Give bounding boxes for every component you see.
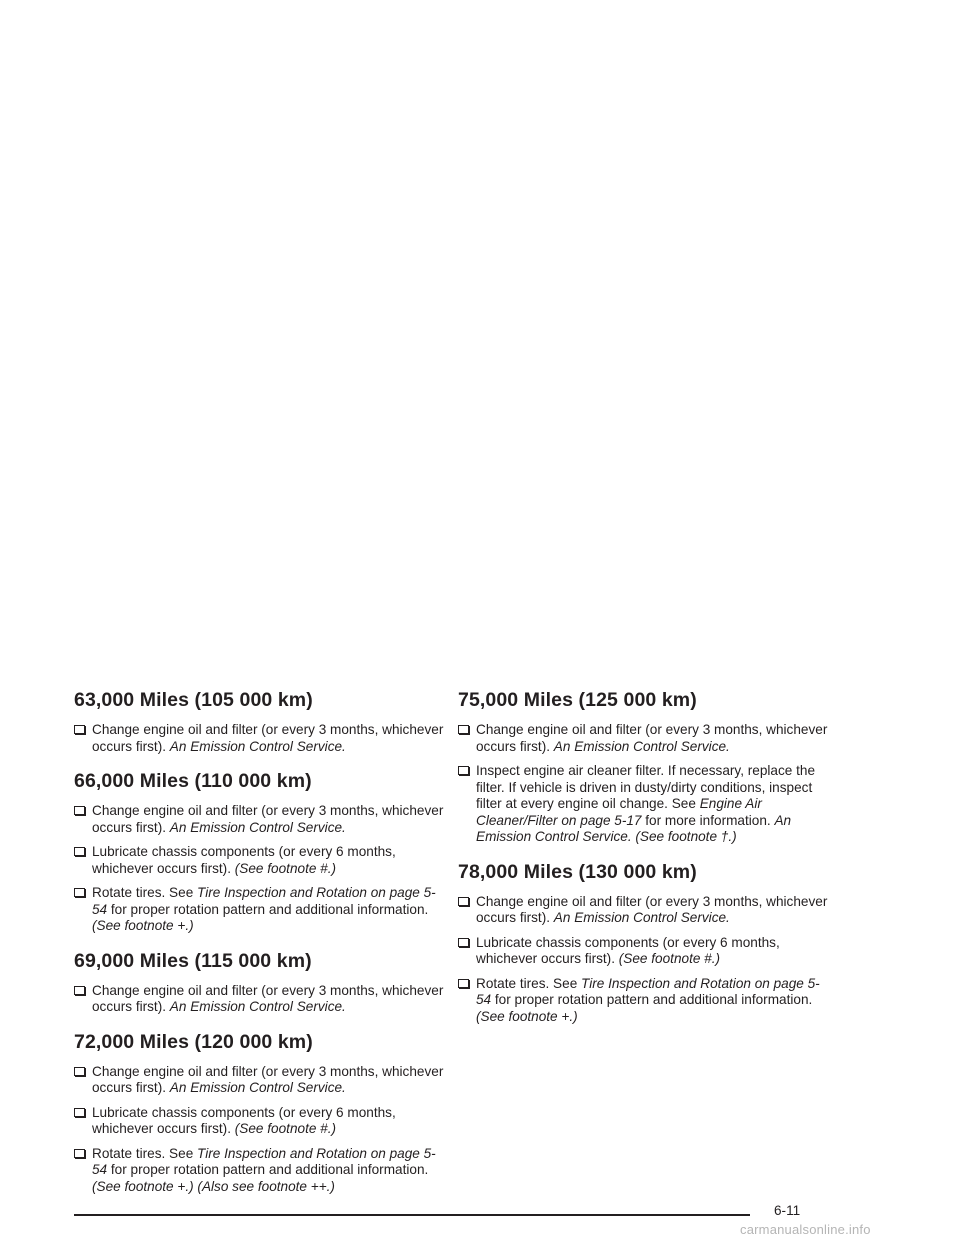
item-text: Rotate tires. See <box>92 885 198 900</box>
item-text: Change engine oil and filter (or every 3 months, whichever occurs first). <box>92 722 444 754</box>
item-text: Change engine oil and filter (or every 3 months, whichever occurs first). <box>476 722 828 754</box>
checklist-item-text <box>476 894 830 927</box>
item-text: Change engine oil and filter (or every 3 months, whichever occurs first). <box>92 1063 444 1095</box>
item-text: Change engine oil and filter (or every 3 months, whichever occurs first). <box>92 803 444 835</box>
reference-text: (See footnote +.) <box>92 918 194 933</box>
item-text: Change engine oil and filter (or every 3 months, whichever occurs first). <box>476 893 828 925</box>
maintenance-interval-section <box>74 949 446 1016</box>
item-text: Lubricate chassis components (or every 6 months, whichever occurs first). <box>92 844 396 876</box>
reference-text: Tire Inspection and Rotation on page 5-54 <box>92 1145 436 1177</box>
checklist-item <box>74 803 446 836</box>
interval-heading: 78,000 Miles (130 000 km) <box>458 860 697 883</box>
reference-text: (See footnote #.) <box>234 1121 337 1136</box>
checklist-item <box>74 722 446 755</box>
item-text: for more information. <box>641 812 775 828</box>
maintenance-interval-section <box>74 1030 446 1196</box>
checklist-item <box>458 935 830 968</box>
checklist-item-text <box>92 722 446 755</box>
reference-text: An Emission Control Service. <box>553 738 730 754</box>
item-text: Rotate tires. See <box>476 975 582 991</box>
checkbox-icon <box>74 847 85 856</box>
page-number: 6-11 <box>774 1203 801 1218</box>
item-text: Rotate tires. See <box>92 1145 198 1161</box>
reference-text: An Emission Control Service. <box>169 999 346 1014</box>
checklist-item <box>74 1105 446 1138</box>
interval-heading: 66,000 Miles (110 000 km) <box>74 770 312 792</box>
checklist-item <box>74 844 446 877</box>
checklist-item-text <box>476 976 830 1026</box>
maintenance-interval-section <box>74 688 446 755</box>
reference-text: An Emission Control Service. <box>553 910 730 925</box>
checklist-item-text <box>92 885 446 935</box>
checklist-item-text <box>476 722 830 755</box>
reference-text: (See footnote #.) <box>234 860 337 876</box>
checkbox-icon <box>74 1108 85 1117</box>
reference-text: An Emission Control Service. <box>169 819 346 835</box>
item-text: Lubricate chassis components (or every 6 months, whichever occurs first). <box>92 1104 396 1136</box>
checklist-item-text <box>476 763 830 846</box>
checklist-item <box>74 1064 446 1097</box>
checklist-item-text <box>92 1146 446 1196</box>
interval-heading: 75,000 Miles (125 000 km) <box>458 689 697 711</box>
checklist-item-text <box>92 803 446 836</box>
left-column <box>74 688 446 1209</box>
maintenance-interval-section <box>458 860 830 1026</box>
checklist-item <box>74 983 446 1016</box>
footer-rule <box>74 1214 750 1216</box>
watermark: carmanualsonline.info <box>740 1222 871 1237</box>
reference-text: An Emission Control Service. (See footnote †.) <box>476 812 792 844</box>
checklist-item <box>458 722 830 755</box>
checklist-item <box>458 976 830 1026</box>
reference-text: (See footnote +.) (Also see footnote ++.) <box>92 1178 335 1194</box>
item-text: Lubricate chassis components (or every 6 months, whichever occurs first). <box>476 934 780 966</box>
reference-text: (See footnote #.) <box>618 951 721 966</box>
reference-text: (See footnote +.) <box>476 1008 578 1024</box>
item-text: for proper rotation pattern and additional information. <box>491 992 813 1007</box>
checklist-item <box>458 763 830 846</box>
checklist-item-text <box>92 983 446 1016</box>
item-text: for proper rotation pattern and additional information. <box>107 1162 429 1177</box>
reference-text: Tire Inspection and Rotation on page 5-54 <box>476 975 820 1007</box>
checklist-item <box>458 894 830 927</box>
checkbox-icon <box>74 1149 85 1158</box>
reference-text: Engine Air Cleaner/Filter on page 5-17 <box>476 796 762 828</box>
checklist-item <box>74 885 446 935</box>
checkbox-icon <box>458 766 469 775</box>
reference-text: An Emission Control Service. <box>169 1080 346 1095</box>
checkbox-icon <box>458 897 469 906</box>
checklist-item-text <box>92 1064 446 1097</box>
reference-text: An Emission Control Service. <box>169 738 346 754</box>
checklist-item <box>74 1146 446 1196</box>
checklist-item-text <box>476 935 830 968</box>
maintenance-interval-section <box>458 688 830 846</box>
checkbox-icon <box>458 725 469 734</box>
interval-heading: 69,000 Miles (115 000 km) <box>74 949 312 972</box>
right-column <box>458 688 830 1039</box>
checkbox-icon <box>74 888 85 897</box>
interval-heading: 72,000 Miles (120 000 km) <box>74 1030 313 1053</box>
checkbox-icon <box>74 725 85 734</box>
reference-text: Tire Inspection and Rotation on page 5-54 <box>92 885 436 917</box>
maintenance-interval-section <box>74 769 446 935</box>
checkbox-icon <box>458 979 469 988</box>
interval-heading: 63,000 Miles (105 000 km) <box>74 689 313 711</box>
checklist-item-text <box>92 1105 446 1138</box>
checkbox-icon <box>74 986 85 995</box>
checkbox-icon <box>458 938 469 947</box>
checkbox-icon <box>74 806 85 815</box>
item-text: Change engine oil and filter (or every 3 months, whichever occurs first). <box>92 982 444 1014</box>
item-text: Inspect engine air cleaner filter. If necessary, replace the filter. If vehicle is driven in dusty/dirty conditions, inspect filter at every engine oil change. See <box>476 763 816 811</box>
checklist-item-text <box>92 844 446 877</box>
checkbox-icon <box>74 1067 85 1076</box>
item-text: for proper rotation pattern and additional information. <box>107 901 429 917</box>
